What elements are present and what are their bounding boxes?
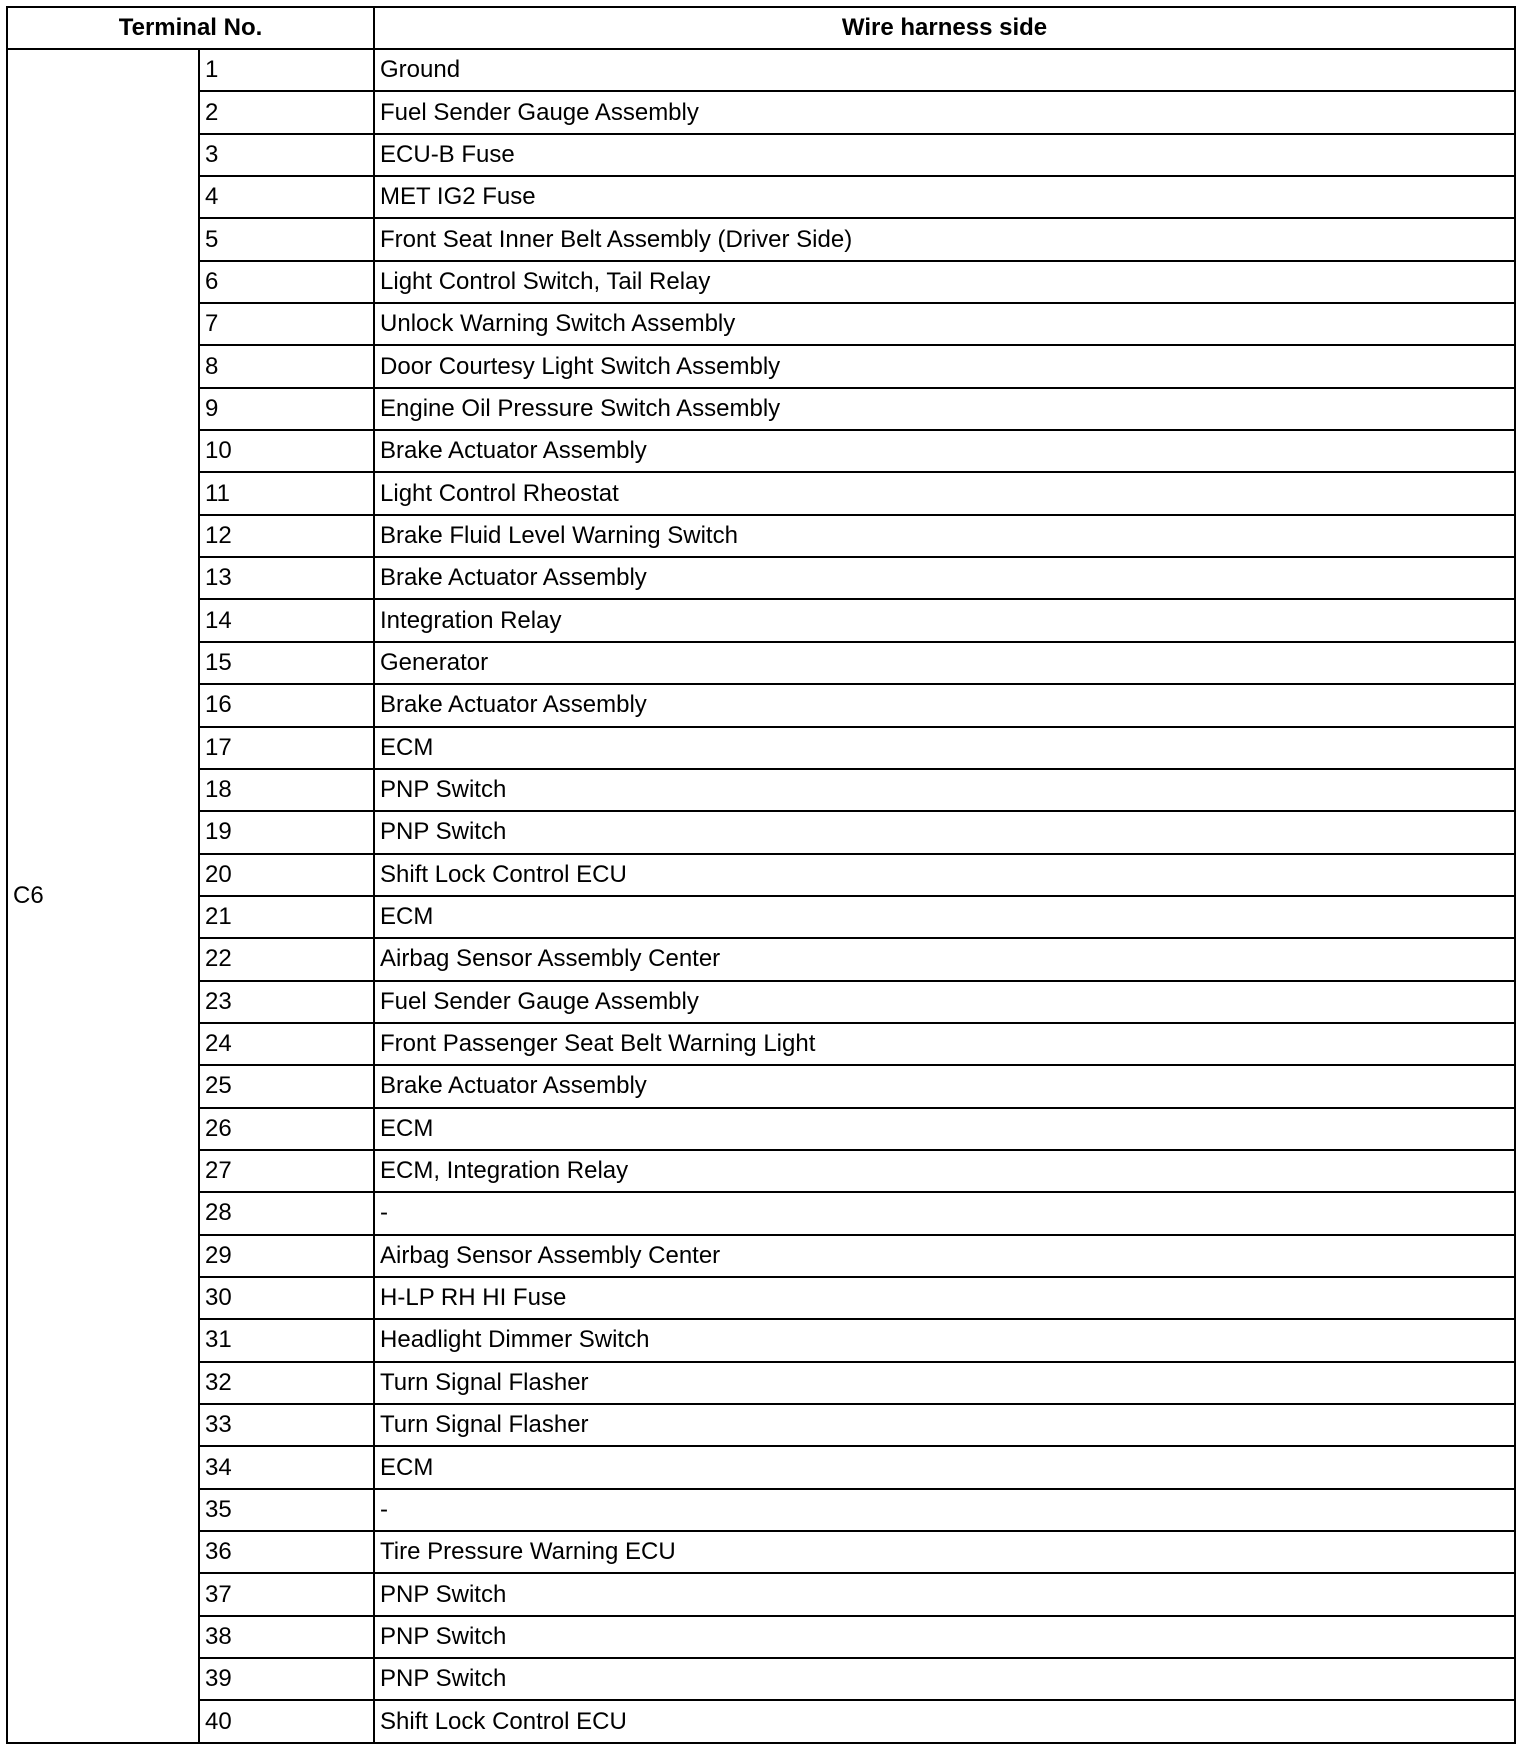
wire-harness-side-cell: Unlock Warning Switch Assembly (374, 303, 1515, 345)
wire-harness-side-cell: - (374, 1489, 1515, 1531)
pin-number-cell: 4 (199, 176, 374, 218)
table-row (7, 938, 1515, 980)
wire-harness-side-cell: Tire Pressure Warning ECU (374, 1531, 1515, 1573)
table-row (7, 472, 1515, 514)
pin-number-cell: 34 (199, 1446, 374, 1488)
table-row (7, 1362, 1515, 1404)
pin-number-cell: 26 (199, 1108, 374, 1150)
wire-harness-side-cell: Front Seat Inner Belt Assembly (Driver Side) (374, 218, 1515, 260)
table-row (7, 430, 1515, 472)
wire-harness-side-cell: Front Passenger Seat Belt Warning Light (374, 1023, 1515, 1065)
wire-harness-side-cell: Brake Actuator Assembly (374, 557, 1515, 599)
table-row (7, 811, 1515, 853)
wire-harness-side-cell: Engine Oil Pressure Switch Assembly (374, 388, 1515, 430)
wire-harness-side-cell: ECU-B Fuse (374, 134, 1515, 176)
pin-number-cell: 35 (199, 1489, 374, 1531)
wire-harness-side-cell: Light Control Rheostat (374, 472, 1515, 514)
pin-number-cell: 9 (199, 388, 374, 430)
header-row (7, 7, 1515, 49)
table-row (7, 388, 1515, 430)
table-row (7, 1065, 1515, 1107)
pin-number-cell: 16 (199, 684, 374, 726)
table-row (7, 176, 1515, 218)
table-row (7, 1700, 1515, 1743)
pin-number-cell: 3 (199, 134, 374, 176)
table-row (7, 1277, 1515, 1319)
pin-number-cell: 24 (199, 1023, 374, 1065)
table-row (7, 1489, 1515, 1531)
table-row (7, 727, 1515, 769)
wire-harness-side-cell: Shift Lock Control ECU (374, 1700, 1515, 1743)
terminal-table (6, 6, 1516, 1744)
wire-harness-side-cell: Door Courtesy Light Switch Assembly (374, 345, 1515, 387)
wire-harness-side-cell: ECM (374, 1108, 1515, 1150)
pin-number-cell: 29 (199, 1235, 374, 1277)
wire-harness-side-cell: PNP Switch (374, 1573, 1515, 1615)
table-body (7, 49, 1515, 1743)
wire-harness-side-cell: ECM (374, 1446, 1515, 1488)
wire-harness-side-cell: Shift Lock Control ECU (374, 854, 1515, 896)
pin-number-cell: 19 (199, 811, 374, 853)
table-row (7, 218, 1515, 260)
wire-harness-side-cell: Headlight Dimmer Switch (374, 1319, 1515, 1361)
wire-harness-side-cell: Brake Actuator Assembly (374, 684, 1515, 726)
table-row (7, 1235, 1515, 1277)
table-row (7, 599, 1515, 641)
wire-harness-side-cell: Integration Relay (374, 599, 1515, 641)
table-row (7, 91, 1515, 133)
pin-number-cell: 18 (199, 769, 374, 811)
table-row (7, 303, 1515, 345)
wire-harness-side-cell: PNP Switch (374, 811, 1515, 853)
pin-number-cell: 5 (199, 218, 374, 260)
wire-harness-side-cell: Fuel Sender Gauge Assembly (374, 981, 1515, 1023)
table-row (7, 769, 1515, 811)
pin-number-cell: 39 (199, 1658, 374, 1700)
pin-number-cell: 33 (199, 1404, 374, 1446)
table-row (7, 1319, 1515, 1361)
wire-harness-side-cell: Turn Signal Flasher (374, 1404, 1515, 1446)
table-row (7, 854, 1515, 896)
table-row (7, 1658, 1515, 1700)
wire-harness-side-cell: - (374, 1192, 1515, 1234)
table-row (7, 1150, 1515, 1192)
table-row (7, 981, 1515, 1023)
pin-number-cell: 27 (199, 1150, 374, 1192)
pin-number-cell: 21 (199, 896, 374, 938)
pin-number-cell: 20 (199, 854, 374, 896)
pin-number-cell: 14 (199, 599, 374, 641)
pin-number-cell: 22 (199, 938, 374, 980)
wire-harness-side-cell: Light Control Switch, Tail Relay (374, 261, 1515, 303)
pin-number-cell: 37 (199, 1573, 374, 1615)
table-row (7, 345, 1515, 387)
header-wire-harness-side: Wire harness side (374, 7, 1515, 49)
wire-harness-side-cell: Fuel Sender Gauge Assembly (374, 91, 1515, 133)
table-row (7, 1108, 1515, 1150)
pin-number-cell: 6 (199, 261, 374, 303)
wire-harness-side-cell: Brake Fluid Level Warning Switch (374, 515, 1515, 557)
table-row (7, 49, 1515, 91)
connector-cell: C6 (7, 49, 199, 1743)
pin-number-cell: 13 (199, 557, 374, 599)
table-row (7, 557, 1515, 599)
wire-harness-side-cell: PNP Switch (374, 1616, 1515, 1658)
pin-number-cell: 36 (199, 1531, 374, 1573)
table-row (7, 1446, 1515, 1488)
pin-number-cell: 8 (199, 345, 374, 387)
header-terminal-no: Terminal No. (7, 7, 374, 49)
wire-harness-side-cell: ECM (374, 727, 1515, 769)
table-row (7, 1192, 1515, 1234)
pin-number-cell: 15 (199, 642, 374, 684)
table-row (7, 896, 1515, 938)
table-row (7, 1616, 1515, 1658)
table-row (7, 261, 1515, 303)
pin-number-cell: 1 (199, 49, 374, 91)
wire-harness-side-cell: Generator (374, 642, 1515, 684)
wire-harness-side-cell: H-LP RH HI Fuse (374, 1277, 1515, 1319)
table-row (7, 1404, 1515, 1446)
table-row (7, 642, 1515, 684)
wire-harness-side-cell: Brake Actuator Assembly (374, 430, 1515, 472)
wire-harness-side-cell: ECM (374, 896, 1515, 938)
table-row (7, 1573, 1515, 1615)
wire-harness-side-cell: Turn Signal Flasher (374, 1362, 1515, 1404)
pin-number-cell: 31 (199, 1319, 374, 1361)
wire-harness-side-cell: Brake Actuator Assembly (374, 1065, 1515, 1107)
wire-harness-side-cell: Airbag Sensor Assembly Center (374, 938, 1515, 980)
wire-harness-side-cell: PNP Switch (374, 769, 1515, 811)
pin-number-cell: 28 (199, 1192, 374, 1234)
table-row (7, 684, 1515, 726)
wire-harness-side-cell: MET IG2 Fuse (374, 176, 1515, 218)
table-row (7, 134, 1515, 176)
pin-number-cell: 12 (199, 515, 374, 557)
wire-harness-side-cell: PNP Switch (374, 1658, 1515, 1700)
pin-number-cell: 38 (199, 1616, 374, 1658)
pin-number-cell: 11 (199, 472, 374, 514)
wire-harness-side-cell: Ground (374, 49, 1515, 91)
pin-number-cell: 40 (199, 1700, 374, 1743)
pin-number-cell: 2 (199, 91, 374, 133)
wire-harness-side-cell: Airbag Sensor Assembly Center (374, 1235, 1515, 1277)
pin-number-cell: 30 (199, 1277, 374, 1319)
table-row (7, 515, 1515, 557)
pin-number-cell: 10 (199, 430, 374, 472)
pin-number-cell: 23 (199, 981, 374, 1023)
pin-number-cell: 32 (199, 1362, 374, 1404)
wire-harness-side-cell: ECM, Integration Relay (374, 1150, 1515, 1192)
pin-number-cell: 17 (199, 727, 374, 769)
pin-number-cell: 25 (199, 1065, 374, 1107)
table-row (7, 1023, 1515, 1065)
pin-number-cell: 7 (199, 303, 374, 345)
table-row (7, 1531, 1515, 1573)
document-sheet (6, 6, 1514, 1744)
